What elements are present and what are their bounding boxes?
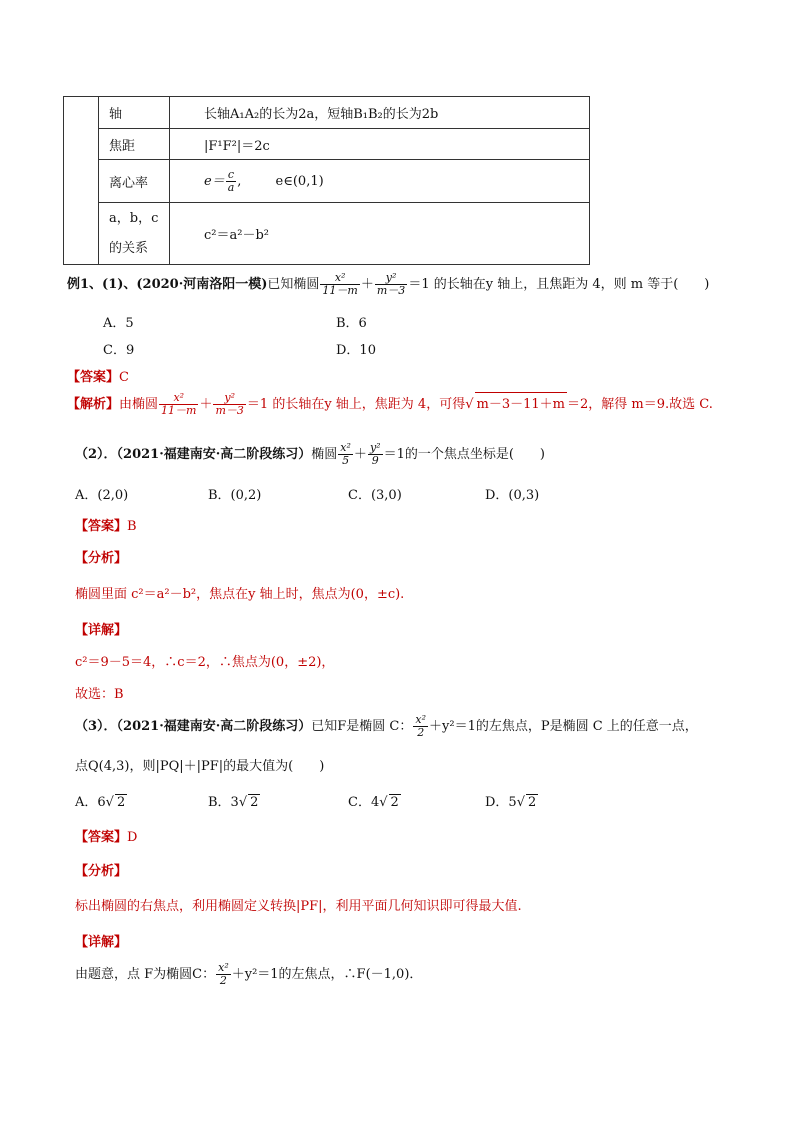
q3-xiangjie-frac-num: x² [218, 961, 229, 974]
q3-answer-tag: 【答案】 [75, 830, 128, 845]
q3-frac-den: 2 [417, 726, 425, 739]
q2-option-b: B．(0,2) [208, 488, 262, 503]
q3-answer [75, 826, 137, 845]
ex1-option-d: D．10 [336, 343, 376, 358]
ex1-analysis-frac1-den: 11－m [161, 404, 197, 417]
ex1-frac2-num: y² [375, 272, 407, 285]
q3-option-a-label: A．6 [75, 795, 106, 810]
q2-answer-tag: 【答案】 [75, 519, 128, 534]
q3-option-b-label: B．3 [208, 795, 239, 810]
table-cell-ecc-content: e＝ $\frac{c}{a}$ , e∈(0,1) [170, 160, 590, 203]
ex1-analysis: 【解析】由椭圆 $\frac{\text{x²}}{11-m}$ ＋ $\frac{\text{y²}}{m-3}$ ＝1 的长轴在y 轴上，焦距为 4，可得√ m－3－11＋m ＝2，解得 m＝9.故选 C. [67, 391, 713, 417]
ex1-analysis-tag: 【解析】 [67, 397, 120, 412]
q3-head: （3）．（2021·福建南安·高二阶段练习） [75, 719, 312, 734]
ex1-option-b: B．6 [336, 316, 367, 331]
q2-fenxi-tag: 【分析】 [75, 551, 128, 566]
ex1-answer-value: C [119, 370, 129, 385]
q2-option-d: D．(0,3) [485, 488, 540, 503]
ex1-answer-tag: 【答案】 [67, 370, 120, 385]
q3-option-b: B．3√ 2 [208, 795, 259, 810]
ex1-plus: ＋ [360, 277, 374, 292]
q3-xiangjie-pre: 由题意，点 F为椭圆C： [75, 967, 216, 982]
q3-question-line2: 点Q(4,3)，则|PQ|＋|PF|的最大值为( ) [75, 759, 325, 774]
ex1-analysis-mid: ＝1 的长轴在y 轴上，焦距为 4，可得 [246, 397, 466, 412]
relation-label-1: a，b，c [109, 210, 159, 226]
ellipse-property-table [63, 96, 590, 265]
ex1-option-c: C．9 [103, 343, 135, 358]
table-blank-cell [64, 97, 99, 265]
q3-xiangjie-post: ＋y²＝1的左焦点，∴F(－1,0)． [231, 967, 423, 982]
ex1-head: 例1、(1)、(2020·河南洛阳一模) [67, 277, 268, 292]
q2-post: ＝1的一个焦点坐标是( ) [383, 447, 545, 462]
q2-frac1-num: x² [340, 441, 351, 454]
table-cell-axis-label: 轴 [99, 97, 170, 129]
ex1-frac2 [375, 272, 407, 297]
q3-question-line1 [75, 714, 698, 739]
ex1-analysis-frac2-num: y² [213, 392, 245, 405]
ex1-frac1-num: x² [320, 272, 359, 285]
q3-frac [413, 714, 428, 739]
ecc-den: a [227, 180, 235, 194]
q3-post: ＋y²＝1的左焦点，P是椭圆 C 上的任意一点， [429, 719, 698, 734]
table-cell-ecc-label: 离心率 [99, 160, 170, 203]
q3-xiangjie [75, 962, 422, 987]
q2-frac2-den: 9 [371, 454, 379, 467]
ex1-frac2-den: m－3 [376, 284, 406, 297]
q3-fenxi: 标出椭圆的右焦点，利用椭圆定义转换|PF|，利用平面几何知识即可得最大值. [75, 899, 522, 914]
q3-xiangjie-frac-den: 2 [219, 974, 227, 987]
q2-xiangjie-tag: 【详解】 [75, 623, 128, 638]
q2-answer [75, 515, 137, 534]
ex1-analysis-frac1 [159, 392, 198, 417]
ex1-post: ＝1 的长轴在y 轴上，且焦距为 4，则 m 等于( ) [408, 277, 710, 292]
q2-answer-value: B [127, 519, 137, 534]
q2-head: （2）．（2021·福建南安·高二阶段练习） [75, 447, 312, 462]
ecc-range: e∈(0,1) [275, 173, 324, 189]
ex1-option-a: A．5 [103, 316, 134, 331]
q3-option-d-label: D．5 [485, 795, 517, 810]
table-cell-focal-label: 焦距 [99, 129, 170, 160]
table-cell-relation-label [99, 203, 170, 265]
ex1-analysis-frac2-den: m－3 [215, 404, 244, 417]
ex1-frac1 [320, 272, 359, 297]
q2-option-a: A．(2,0) [75, 488, 129, 503]
q3-option-d-rad: 2 [528, 795, 537, 810]
q2-question: （2）．（2021·福建南安·高二阶段练习）椭圆 $\frac{\text{x²}}{5}$ ＋ $\frac{\text{y²}}{9}$ ＝1的一个焦点坐标是( ) [75, 441, 545, 467]
ecc-num: c [226, 169, 237, 182]
q3-xiangjie-frac [216, 962, 231, 987]
q2-option-c: C．(3,0) [348, 488, 402, 503]
q3-fenxi-tag: 【分析】 [75, 864, 128, 879]
ex1-answer [67, 366, 129, 385]
q2-choose: 故选：B [75, 687, 124, 702]
q3-option-a: A．6√ 2 [75, 795, 126, 810]
relation-label-2: 的关系 [109, 240, 149, 256]
q3-option-c: C．4√ 2 [348, 795, 399, 810]
table-cell-relation-content: c²＝a²－b² [170, 203, 590, 265]
q2-frac1 [338, 442, 353, 467]
ecc-prefix: e＝ [204, 173, 225, 189]
q3-answer-value: D [127, 830, 138, 845]
q3-frac-num: x² [415, 713, 427, 726]
q3-xiangjie-tag: 【详解】 [75, 935, 128, 950]
q2-frac1-den: 5 [342, 454, 350, 467]
ex1-analysis-frac1-num: x² [159, 392, 198, 405]
ex1-analysis-pre: 由椭圆 [119, 397, 159, 412]
ex1-question [67, 272, 709, 297]
q3-option-a-rad: 2 [116, 795, 126, 810]
ex1-analysis-post: ＝2，解得 m＝9.故选 C. [566, 397, 713, 412]
q3-option-b-rad: 2 [250, 795, 259, 810]
q3-option-c-rad: 2 [390, 795, 399, 810]
q2-xiangjie: c²＝9－5＝4，∴c＝2，∴焦点为(0，±2)， [75, 655, 335, 670]
ex1-pre: 已知椭圆 [267, 277, 320, 292]
table-cell-axis-content: 长轴A₁A₂的长为2a，短轴B₁B₂的长为2b [170, 97, 590, 129]
ecc-fraction [226, 169, 237, 194]
q2-fenxi: 椭圆里面 c²＝a²－b²，焦点在y 轴上时，焦点为(0，±c). [75, 587, 405, 602]
ex1-analysis-frac2 [213, 392, 245, 417]
q2-pre: 椭圆 [311, 447, 338, 462]
q3-pre: 已知F是椭圆 C： [311, 719, 413, 734]
q3-option-c-label: C．4 [348, 795, 380, 810]
q3-option-d: D．5√ 2 [485, 795, 537, 810]
table-cell-focal-content: |F¹F²|＝2c [170, 129, 590, 160]
q2-frac2 [368, 442, 383, 467]
ex1-analysis-plus: ＋ [199, 397, 213, 412]
q2-frac2-num: y² [369, 441, 381, 454]
ex1-analysis-sqrt: m－3－11＋m [475, 392, 567, 412]
ex1-frac1-den: 11－m [322, 284, 358, 297]
